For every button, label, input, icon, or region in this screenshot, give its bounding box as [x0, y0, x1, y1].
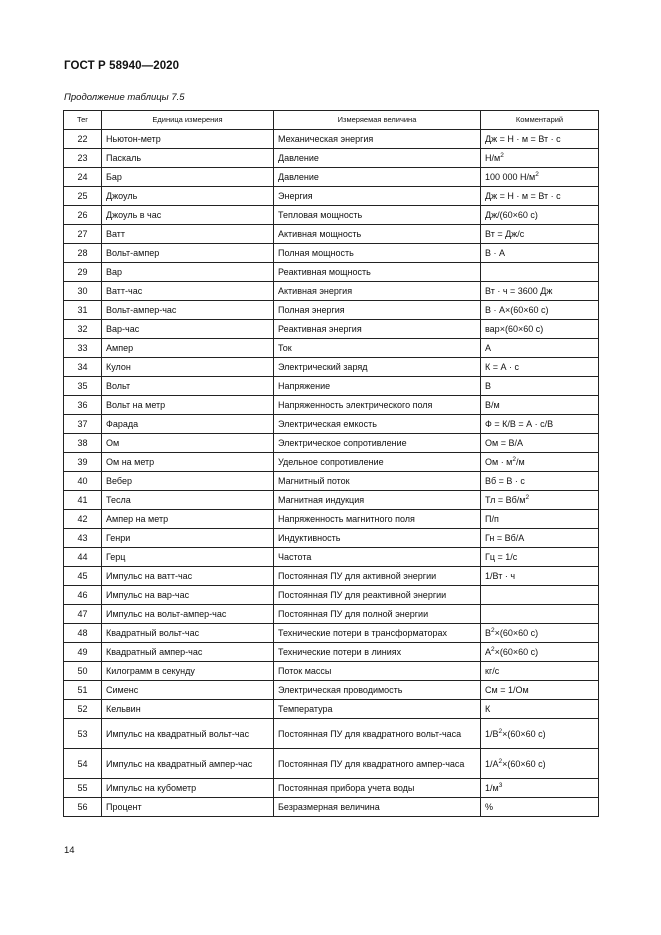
cell-quantity: Электрическая емкость — [274, 415, 481, 434]
cell-comment: $В^2\times(60\times 60$ с) — [481, 624, 599, 643]
cell-unit: Вар — [102, 263, 274, 282]
cell-comment: Гц = 1/с — [481, 548, 599, 567]
cell-tag: 53 — [64, 719, 102, 749]
cell-unit: Ватт — [102, 225, 274, 244]
table-row — [64, 472, 599, 491]
cell-quantity: Технические потери в трансформаторах — [274, 624, 481, 643]
cell-comment: $Н/м^2$ — [481, 149, 599, 168]
cell-comment: К — [481, 700, 599, 719]
cell-quantity: Активная мощность — [274, 225, 481, 244]
cell-unit: Вольт-ампер — [102, 244, 274, 263]
cell-quantity: Энергия — [274, 187, 481, 206]
cell-quantity: Постоянная ПУ для квадратного ампер-часа — [274, 749, 481, 779]
cell-tag: 30 — [64, 282, 102, 301]
cell-comment: Вт = Дж/с — [481, 225, 599, 244]
cell-unit: Ньютон-метр — [102, 130, 274, 149]
cell-quantity: Постоянная ПУ для активной энергии — [274, 567, 481, 586]
cell-quantity: Магнитный поток — [274, 472, 481, 491]
table-row — [64, 779, 599, 798]
cell-quantity: Давление — [274, 149, 481, 168]
table-row — [64, 149, 599, 168]
cell-quantity: Удельное сопротивление — [274, 453, 481, 472]
cell-comment: Ф = К/В = А · с/В — [481, 415, 599, 434]
cell-quantity: Ток — [274, 339, 481, 358]
cell-tag: 41 — [64, 491, 102, 510]
cell-comment: $1/В^2\times(60\times 60$ с) — [481, 719, 599, 749]
table-row — [64, 263, 599, 282]
cell-tag: 42 — [64, 510, 102, 529]
cell-comment: 100 000 $Н/м^2$ — [481, 168, 599, 187]
table-row — [64, 377, 599, 396]
cell-quantity: Механическая энергия — [274, 130, 481, 149]
cell-comment: П/п — [481, 510, 599, 529]
table-row — [64, 225, 599, 244]
table-row — [64, 301, 599, 320]
table-row — [64, 643, 599, 662]
cell-comment: Тл = $Вб/м^2$ — [481, 491, 599, 510]
cell-tag: 28 — [64, 244, 102, 263]
cell-comment: В · А — [481, 244, 599, 263]
cell-tag: 50 — [64, 662, 102, 681]
cell-tag: 34 — [64, 358, 102, 377]
cell-unit: Кулон — [102, 358, 274, 377]
table-row — [64, 415, 599, 434]
table-row — [64, 130, 599, 149]
cell-comment: $1/м^3$ — [481, 779, 599, 798]
cell-unit: Джоуль в час — [102, 206, 274, 225]
table-row — [64, 586, 599, 605]
cell-tag: 33 — [64, 339, 102, 358]
cell-comment: Дж/(60×60 с) — [481, 206, 599, 225]
col-header-tag: Тег — [64, 111, 102, 130]
cell-unit: Импульс на ватт-час — [102, 567, 274, 586]
cell-comment: Вб = В · с — [481, 472, 599, 491]
table-row — [64, 719, 599, 749]
cell-comment: См = 1/Ом — [481, 681, 599, 700]
cell-tag: 39 — [64, 453, 102, 472]
cell-unit: Ампер на метр — [102, 510, 274, 529]
cell-comment — [481, 605, 599, 624]
cell-comment: 1/Вт · ч — [481, 567, 599, 586]
cell-quantity: Поток массы — [274, 662, 481, 681]
cell-quantity: Давление — [274, 168, 481, 187]
cell-comment: Ом = В/А — [481, 434, 599, 453]
cell-comment: Гн = Вб/А — [481, 529, 599, 548]
table-row — [64, 168, 599, 187]
cell-tag: 55 — [64, 779, 102, 798]
cell-unit: Килограмм в секунду — [102, 662, 274, 681]
cell-tag: 36 — [64, 396, 102, 415]
table-body — [64, 130, 599, 817]
cell-unit: Ватт-час — [102, 282, 274, 301]
cell-quantity: Температура — [274, 700, 481, 719]
cell-comment: % — [481, 798, 599, 817]
cell-quantity: Постоянная ПУ для реактивной энергии — [274, 586, 481, 605]
cell-unit: Вольт — [102, 377, 274, 396]
units-table — [63, 110, 599, 817]
cell-unit: Тесла — [102, 491, 274, 510]
cell-unit: Импульс на квадратный ампер-час — [102, 749, 274, 779]
cell-quantity: Магнитная индукция — [274, 491, 481, 510]
cell-quantity: Реактивная энергия — [274, 320, 481, 339]
cell-tag: 26 — [64, 206, 102, 225]
cell-quantity: Частота — [274, 548, 481, 567]
cell-comment: кг/с — [481, 662, 599, 681]
table-row — [64, 548, 599, 567]
cell-tag: 45 — [64, 567, 102, 586]
cell-tag: 37 — [64, 415, 102, 434]
table-row — [64, 206, 599, 225]
page-number: 14 — [64, 845, 75, 856]
cell-tag: 22 — [64, 130, 102, 149]
table-header-row — [64, 111, 599, 130]
cell-unit: Ом на метр — [102, 453, 274, 472]
cell-unit: Вольт-ампер-час — [102, 301, 274, 320]
cell-quantity: Активная энергия — [274, 282, 481, 301]
cell-quantity: Электрическая проводимость — [274, 681, 481, 700]
cell-unit: Импульс на кубометр — [102, 779, 274, 798]
cell-tag: 35 — [64, 377, 102, 396]
table-caption: Продолжение таблицы 7.5 — [64, 92, 185, 103]
cell-tag: 23 — [64, 149, 102, 168]
table-row — [64, 358, 599, 377]
cell-unit: Вебер — [102, 472, 274, 491]
cell-unit: Кельвин — [102, 700, 274, 719]
table-row — [64, 434, 599, 453]
cell-unit: Импульс на вар-час — [102, 586, 274, 605]
cell-tag: 48 — [64, 624, 102, 643]
cell-tag: 44 — [64, 548, 102, 567]
cell-unit: Ампер — [102, 339, 274, 358]
cell-unit: Паскаль — [102, 149, 274, 168]
cell-quantity: Напряжение — [274, 377, 481, 396]
cell-comment: $А^2\times(60\times 60$ с) — [481, 643, 599, 662]
table-row — [64, 453, 599, 472]
cell-comment: В · А×(60×60 с) — [481, 301, 599, 320]
cell-comment: вар×(60×60 с) — [481, 320, 599, 339]
cell-tag: 51 — [64, 681, 102, 700]
cell-comment: А — [481, 339, 599, 358]
table-row — [64, 681, 599, 700]
table-row — [64, 244, 599, 263]
table-row — [64, 320, 599, 339]
cell-tag: 31 — [64, 301, 102, 320]
col-header-unit: Единица измерения — [102, 111, 274, 130]
cell-comment: Вт · ч = 3600 Дж — [481, 282, 599, 301]
table-row — [64, 339, 599, 358]
cell-unit: Генри — [102, 529, 274, 548]
cell-tag: 52 — [64, 700, 102, 719]
table-row — [64, 529, 599, 548]
cell-unit: Джоуль — [102, 187, 274, 206]
table-row — [64, 491, 599, 510]
cell-quantity: Технические потери в линиях — [274, 643, 481, 662]
cell-unit: Вар-час — [102, 320, 274, 339]
cell-tag: 32 — [64, 320, 102, 339]
cell-tag: 46 — [64, 586, 102, 605]
cell-quantity: Напряженность магнитного поля — [274, 510, 481, 529]
cell-unit: Вольт на метр — [102, 396, 274, 415]
cell-unit: Бар — [102, 168, 274, 187]
cell-quantity: Электрический заряд — [274, 358, 481, 377]
cell-unit: Квадратный вольт-час — [102, 624, 274, 643]
cell-comment: В — [481, 377, 599, 396]
cell-quantity: Тепловая мощность — [274, 206, 481, 225]
table-row — [64, 749, 599, 779]
cell-quantity: Реактивная мощность — [274, 263, 481, 282]
cell-unit: Герц — [102, 548, 274, 567]
table-row — [64, 187, 599, 206]
cell-comment: Дж = Н · м = Вт · с — [481, 130, 599, 149]
cell-tag: 24 — [64, 168, 102, 187]
cell-quantity: Постоянная ПУ для полной энергии — [274, 605, 481, 624]
table-row — [64, 798, 599, 817]
table-row — [64, 624, 599, 643]
cell-tag: 38 — [64, 434, 102, 453]
cell-tag: 40 — [64, 472, 102, 491]
cell-tag: 29 — [64, 263, 102, 282]
cell-comment: $1/А^2\times(60\times 60$ с) — [481, 749, 599, 779]
cell-tag: 49 — [64, 643, 102, 662]
cell-unit: Процент — [102, 798, 274, 817]
cell-quantity: Постоянная прибора учета воды — [274, 779, 481, 798]
document-code: ГОСТ Р 58940—2020 — [64, 60, 180, 72]
table-row — [64, 567, 599, 586]
table-row — [64, 700, 599, 719]
cell-unit: Импульс на вольт-ампер-час — [102, 605, 274, 624]
cell-comment — [481, 263, 599, 282]
cell-quantity: Электрическое сопротивление — [274, 434, 481, 453]
cell-comment: Дж = Н · м = Вт · с — [481, 187, 599, 206]
cell-quantity: Напряженность электрического поля — [274, 396, 481, 415]
table-row — [64, 605, 599, 624]
cell-comment: В/м — [481, 396, 599, 415]
table-row — [64, 282, 599, 301]
cell-quantity: Полная энергия — [274, 301, 481, 320]
cell-unit: Ом — [102, 434, 274, 453]
cell-unit: Сименс — [102, 681, 274, 700]
cell-comment — [481, 586, 599, 605]
cell-tag: 25 — [64, 187, 102, 206]
cell-comment: Ом · $м^2/м$ — [481, 453, 599, 472]
cell-unit: Квадратный ампер-час — [102, 643, 274, 662]
cell-unit: Фарада — [102, 415, 274, 434]
cell-quantity: Постоянная ПУ для квадратного вольт-часа — [274, 719, 481, 749]
cell-tag: 47 — [64, 605, 102, 624]
cell-quantity: Безразмерная величина — [274, 798, 481, 817]
col-header-comment: Комментарий — [481, 111, 599, 130]
table-row — [64, 510, 599, 529]
cell-tag: 27 — [64, 225, 102, 244]
col-header-quantity: Измеряемая величина — [274, 111, 481, 130]
cell-tag: 54 — [64, 749, 102, 779]
cell-quantity: Полная мощность — [274, 244, 481, 263]
cell-tag: 56 — [64, 798, 102, 817]
cell-quantity: Индуктивность — [274, 529, 481, 548]
table-row — [64, 662, 599, 681]
cell-tag: 43 — [64, 529, 102, 548]
cell-unit: Импульс на квадратный вольт-час — [102, 719, 274, 749]
table-row — [64, 396, 599, 415]
cell-comment: К = А · с — [481, 358, 599, 377]
